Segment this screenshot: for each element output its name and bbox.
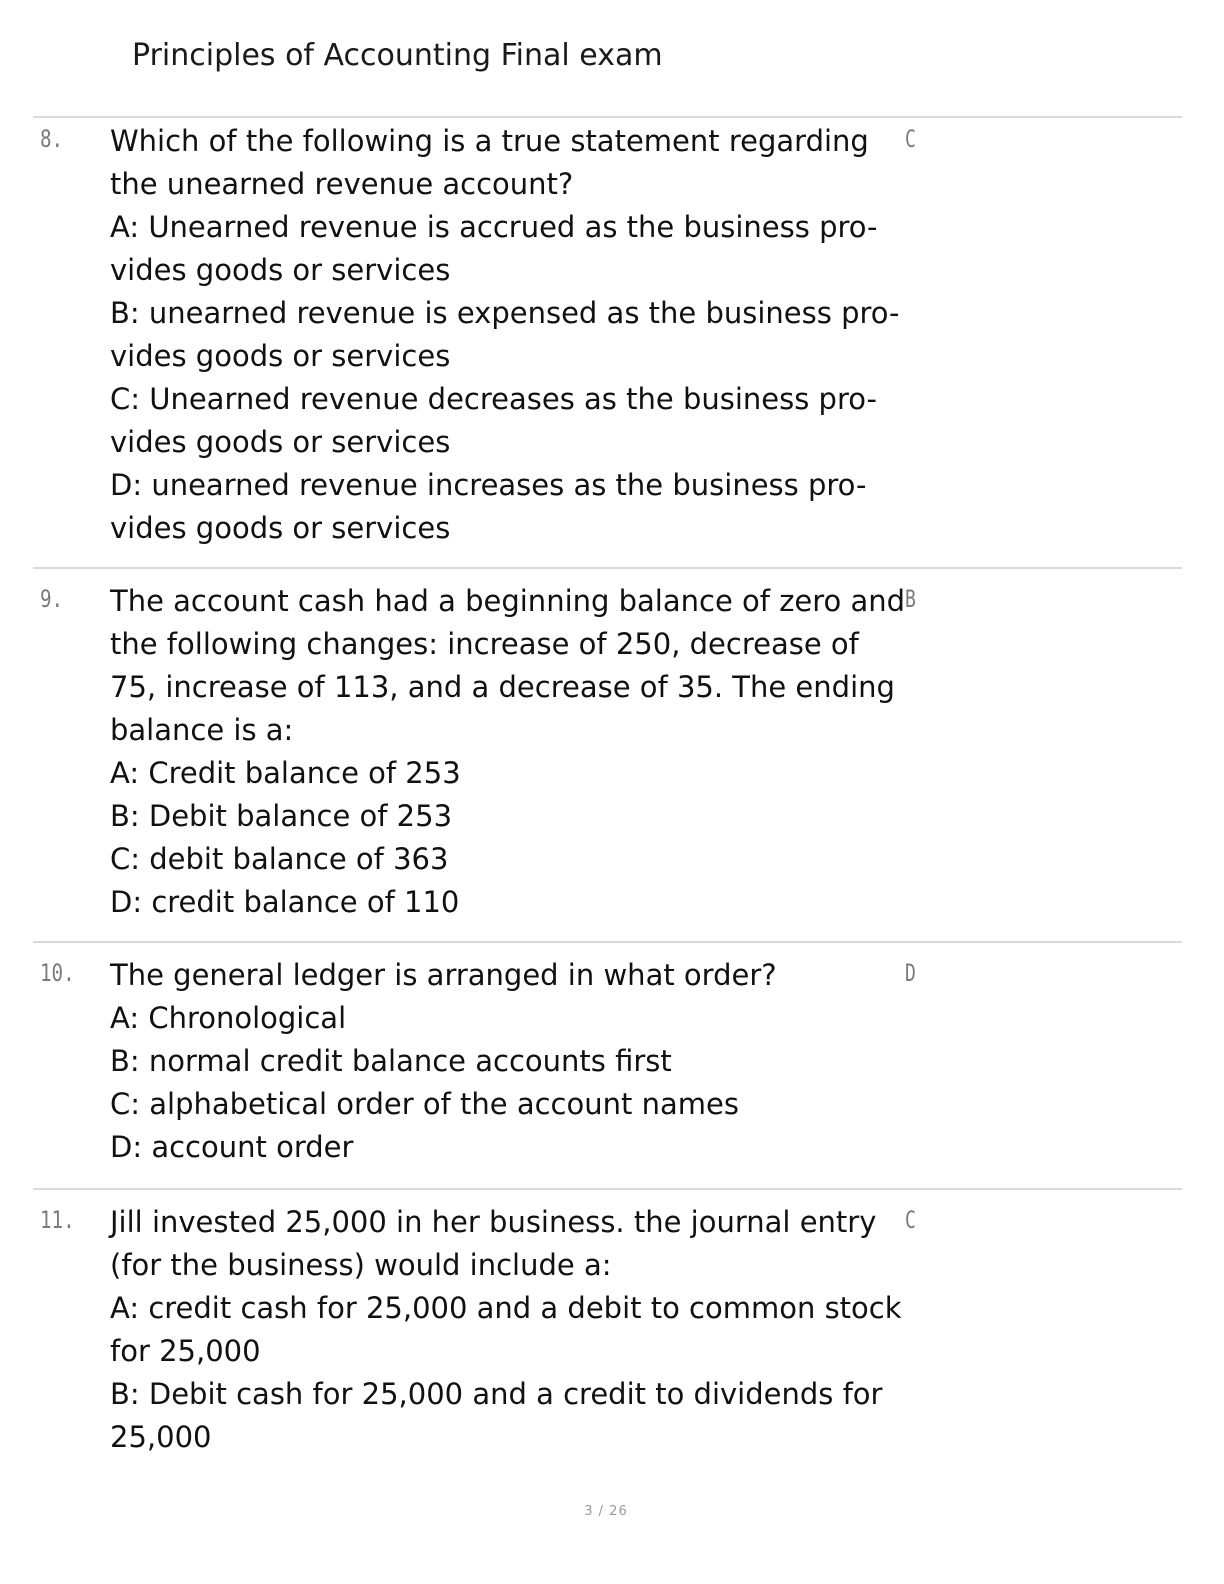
option-d-line: D: credit balance of 110 xyxy=(110,885,460,919)
document-title: Principles of Accounting Final exam xyxy=(132,38,663,73)
question-body xyxy=(110,954,900,1169)
question-number: 10. xyxy=(40,959,75,987)
option-d-line: vides goods or services xyxy=(110,511,451,545)
option-a-line: for 25,000 xyxy=(110,1334,261,1368)
option-d-line: D: unearned revenue increases as the business pro- xyxy=(110,468,867,502)
question-number: 8. xyxy=(40,125,64,153)
answer-key: C xyxy=(905,1206,916,1234)
answer-key: C xyxy=(905,125,916,153)
section-divider xyxy=(33,1188,1182,1190)
question-text-line: Jill invested 25,000 in her business. the journal entry xyxy=(110,1205,877,1239)
option-b-line: B: Debit cash for 25,000 and a credit to dividends for xyxy=(110,1377,883,1411)
option-a-line: A: credit cash for 25,000 and a debit to common stock xyxy=(110,1291,902,1325)
option-c-line: C: Unearned revenue decreases as the business pro- xyxy=(110,382,877,416)
option-c-line: C: debit balance of 363 xyxy=(110,842,449,876)
answer-key: B xyxy=(905,585,916,613)
page-indicator: 3 / 26 xyxy=(584,1504,628,1519)
question-body xyxy=(110,580,906,924)
option-b-line: B: Debit balance of 253 xyxy=(110,799,453,833)
question-body xyxy=(110,120,900,550)
question-body xyxy=(110,1201,900,1459)
option-b-line: B: unearned revenue is expensed as the business pro- xyxy=(110,296,900,330)
option-a-line: vides goods or services xyxy=(110,253,451,287)
question-text-line: The general ledger is arranged in what order? xyxy=(110,958,777,992)
question-text-line: (for the business) would include a: xyxy=(110,1248,612,1282)
section-divider xyxy=(33,941,1182,943)
section-divider xyxy=(33,116,1182,118)
option-a-line: A: Credit balance of 253 xyxy=(110,756,461,790)
option-a-line: A: Chronological xyxy=(110,1001,347,1035)
option-c-line: C: alphabetical order of the account names xyxy=(110,1087,739,1121)
option-b-line: B: normal credit balance accounts first xyxy=(110,1044,672,1078)
question-number: 11. xyxy=(40,1206,75,1234)
question-text-line: the unearned revenue account? xyxy=(110,167,574,201)
question-text-line: the following changes: increase of 250, decrease of xyxy=(110,627,859,661)
option-b-line: 25,000 xyxy=(110,1420,212,1454)
question-text-line: 75, increase of 113, and a decrease of 35. The ending xyxy=(110,670,895,704)
answer-key: D xyxy=(905,959,916,987)
question-number: 9. xyxy=(40,585,64,613)
option-a-line: A: Unearned revenue is accrued as the business pro- xyxy=(110,210,878,244)
question-text-line: Which of the following is a true statement regarding xyxy=(110,124,869,158)
option-b-line: vides goods or services xyxy=(110,339,451,373)
option-c-line: vides goods or services xyxy=(110,425,451,459)
option-d-line: D: account order xyxy=(110,1130,354,1164)
section-divider xyxy=(33,567,1182,569)
question-text-line: The account cash had a beginning balance of zero and xyxy=(110,584,906,618)
question-text-line: balance is a: xyxy=(110,713,294,747)
